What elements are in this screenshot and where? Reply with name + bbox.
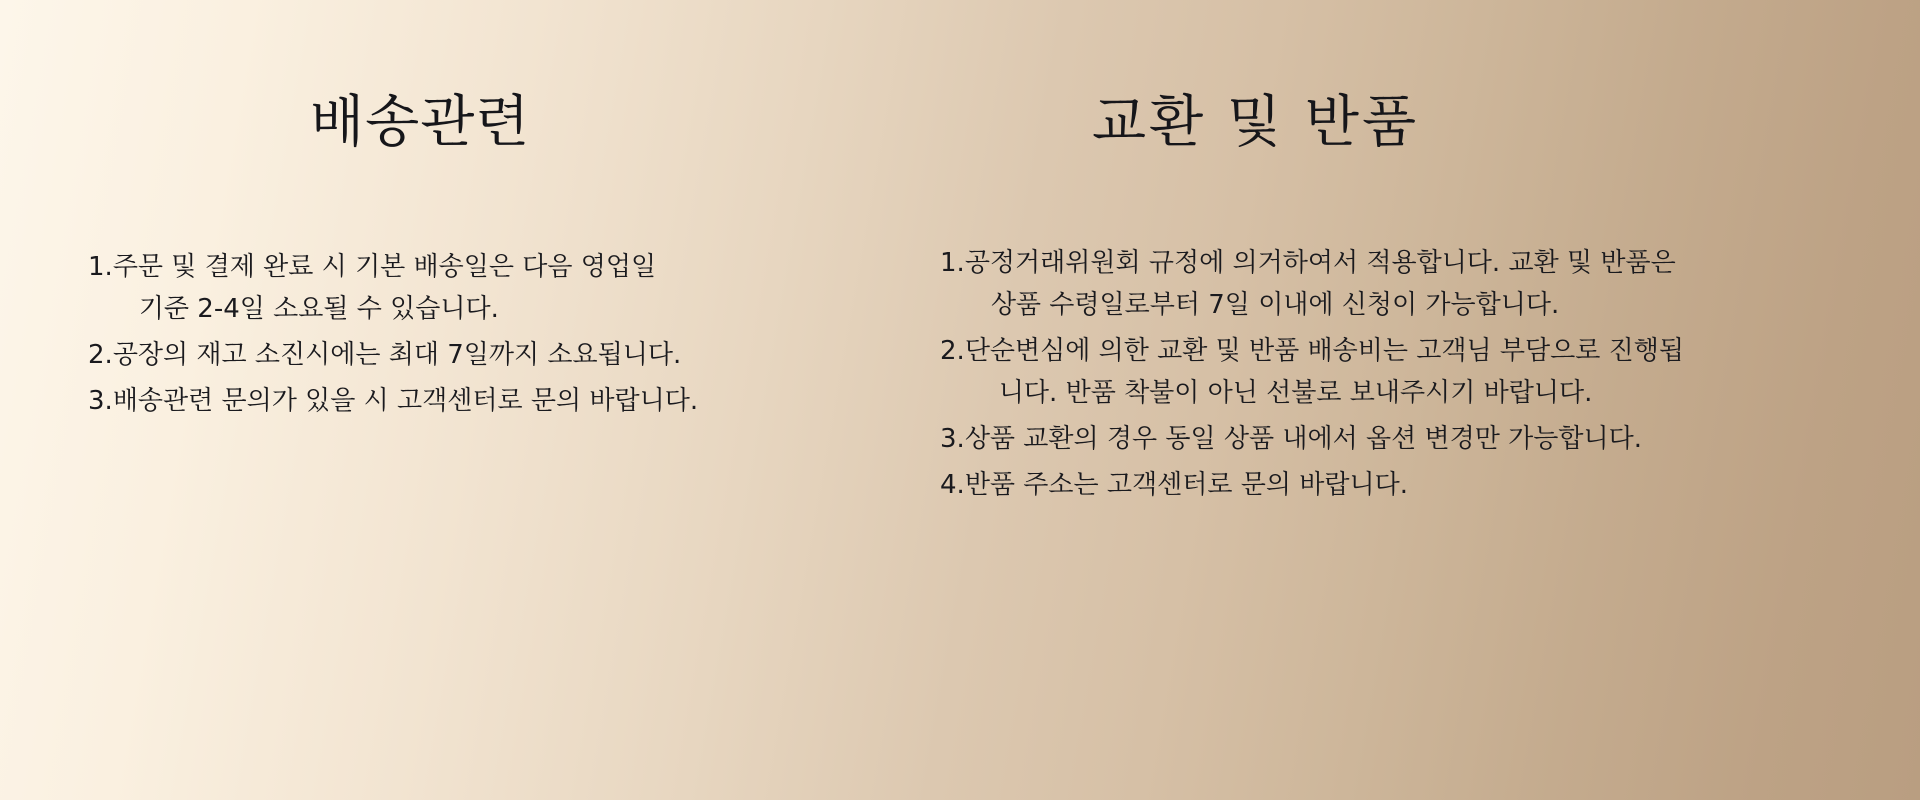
list-item-line: 주문 및 결제 완료 시 기본 배송일은 다음 영업일 bbox=[112, 251, 657, 282]
list-item-line: 배송관련 문의가 있을 시 고객센터로 문의 바랍니다. bbox=[112, 385, 699, 416]
list-item bbox=[940, 330, 1880, 414]
list-item-number: 3. bbox=[88, 385, 113, 416]
list-item-body bbox=[965, 330, 1880, 414]
list-item-body bbox=[113, 246, 900, 330]
list-item-number: 2. bbox=[88, 339, 113, 370]
list-item bbox=[88, 380, 900, 422]
list-item-body bbox=[113, 380, 900, 422]
list-item-line: 기준 2-4일 소요될 수 있습니다. bbox=[138, 293, 499, 324]
exchange-return-section-title: 교환 및 반품 bbox=[1092, 90, 1420, 155]
shipping-list bbox=[88, 246, 900, 422]
list-item-line: 반품 주소는 고객센터로 문의 바랍니다. bbox=[964, 470, 1408, 501]
list-item bbox=[940, 242, 1880, 326]
exchange-return-list bbox=[940, 242, 1880, 507]
shipping-section-title: 배송관련 bbox=[310, 90, 531, 155]
list-item-body bbox=[965, 418, 1880, 460]
list-item-body bbox=[965, 464, 1880, 506]
shipping-section bbox=[0, 0, 920, 800]
list-item-number: 1. bbox=[88, 251, 113, 282]
list-item bbox=[88, 334, 900, 376]
list-item-body bbox=[965, 242, 1880, 326]
list-item bbox=[940, 464, 1880, 506]
list-item-line: 단순변심에 의한 교환 및 반품 배송비는 고객님 부담으로 진행됩 bbox=[964, 335, 1684, 366]
exchange-return-section bbox=[920, 0, 1920, 800]
list-item bbox=[940, 418, 1880, 460]
list-item-line: 상품 수령일로부터 7일 이내에 신청이 가능합니다. bbox=[990, 289, 1560, 320]
list-item-body bbox=[113, 334, 900, 376]
list-item-line: 니다. 반품 착불이 아닌 선불로 보내주시기 바랍니다. bbox=[998, 377, 1593, 408]
list-item-number: 2. bbox=[940, 335, 965, 366]
list-item-line: 상품 교환의 경우 동일 상품 내에서 옵션 변경만 가능합니다. bbox=[964, 424, 1642, 455]
list-item-number: 3. bbox=[940, 424, 965, 455]
list-item-number: 4. bbox=[940, 470, 965, 501]
list-item-line: 공정거래위원회 규정에 의거하여서 적용합니다. 교환 및 반품은 bbox=[964, 247, 1676, 278]
list-item bbox=[88, 246, 900, 330]
list-item-line: 공장의 재고 소진시에는 최대 7일까지 소요됩니다. bbox=[112, 339, 682, 370]
list-item-number: 1. bbox=[940, 247, 965, 278]
